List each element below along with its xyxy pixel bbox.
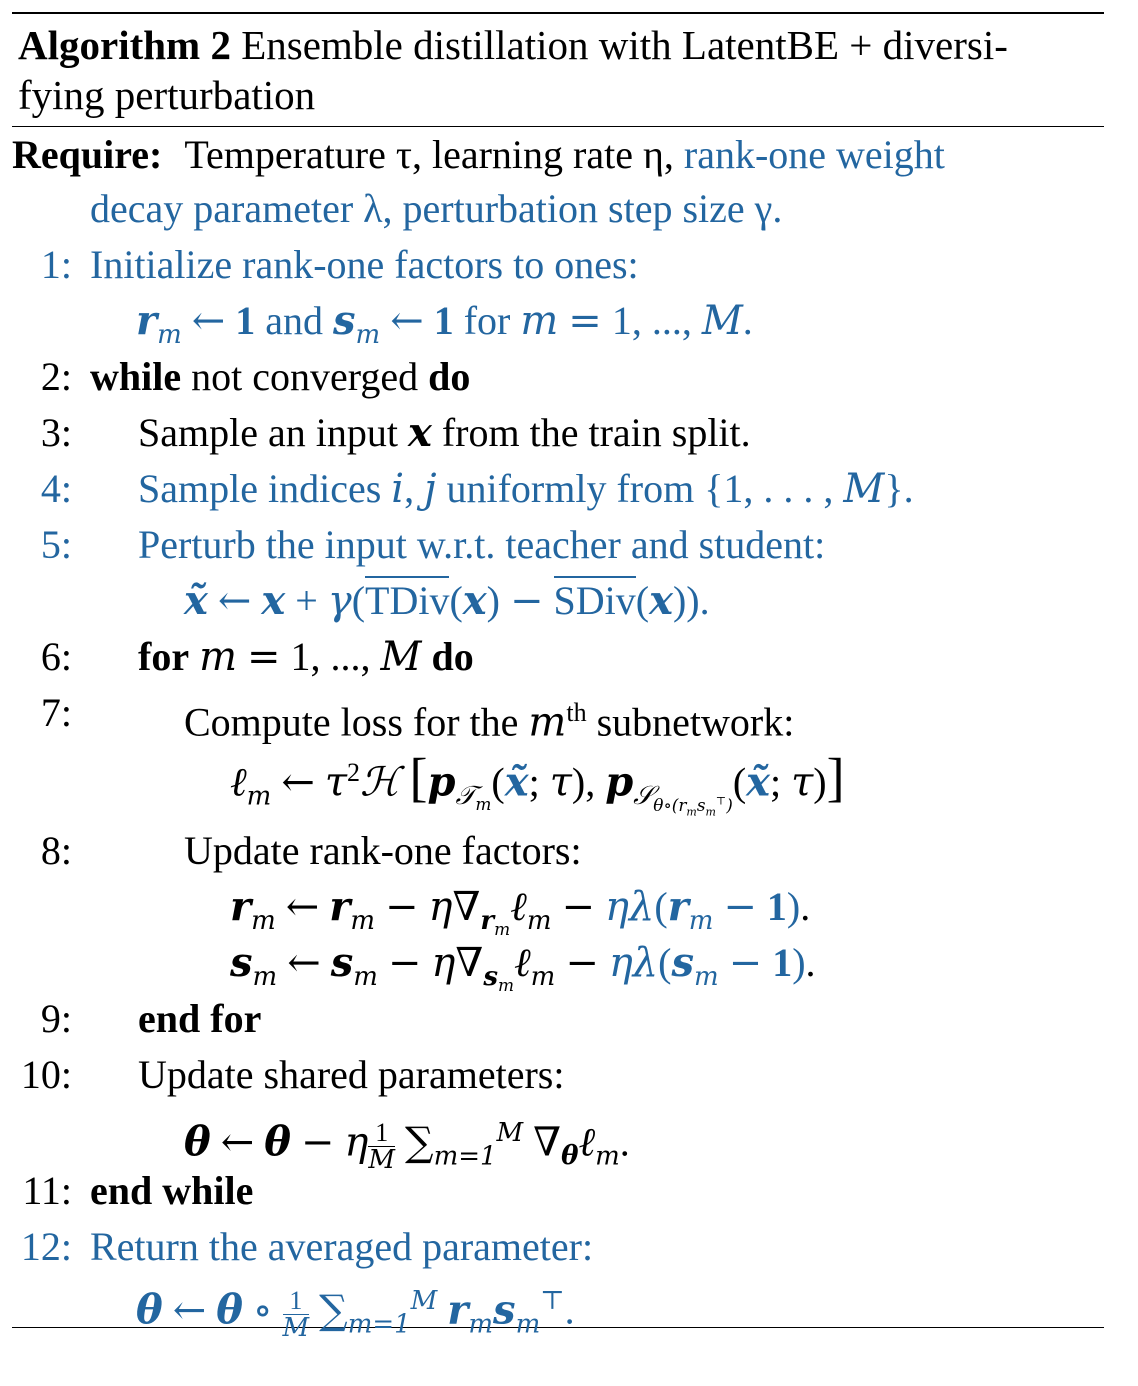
step-number: 2: bbox=[40, 354, 72, 399]
step-5-math: x̃ ← x + γ(TDiv(x) − SDiv(x)). bbox=[184, 577, 710, 624]
step-number: 7: bbox=[40, 690, 72, 735]
step-7-text: Compute loss for the $m^{th}$ subnetwork: bbox=[184, 698, 795, 746]
require-text: Temperature τ, learning rate η, bbox=[184, 132, 674, 177]
step-number: 4: bbox=[40, 466, 72, 511]
algorithm-title-2: fying perturbation bbox=[18, 72, 316, 118]
step-12-math: θ ← θ ∘ $\frac{1}{M}$ $\sum_{m=1}^M$ $r_ms_m^⊤$. bbox=[136, 1285, 575, 1343]
while-condition: not converged bbox=[191, 354, 419, 399]
step-8-math-2: $s_m$ ← $s_m$ − $\eta\nabla_{s_m}\ell_m - \eta\lambda(s_m - 1)$. bbox=[230, 939, 816, 996]
step-number: 3: bbox=[40, 410, 72, 455]
do-keyword: do bbox=[431, 634, 474, 679]
end-for-keyword: end for bbox=[138, 996, 262, 1041]
algorithm-body bbox=[12, 127, 1104, 1343]
step-number: 9: bbox=[40, 996, 72, 1041]
step-number: 11: bbox=[22, 1168, 72, 1213]
require-text-blue-2: decay parameter λ, perturbation step size γ. bbox=[90, 186, 783, 231]
step-8-text: Update rank-one factors: bbox=[184, 828, 582, 873]
require-line bbox=[12, 131, 945, 179]
require-text-blue-1: rank-one weight bbox=[683, 132, 945, 177]
step-6-text: for m = 1, ..., M do bbox=[138, 634, 474, 680]
step-number: 5: bbox=[40, 522, 72, 567]
require-keyword: Require: bbox=[12, 132, 163, 177]
step-10-math: θ ← θ − η $\frac{1}{M}$ $\sum_{m=1}^M$ $\nabla_\theta\ell_m$. bbox=[184, 1117, 630, 1175]
step-2-text bbox=[90, 353, 470, 401]
step-3-text: Sample an input x from the train split. bbox=[138, 409, 751, 456]
step-4-text: Sample indices i, j uniformly from {1, . . . , M}. bbox=[138, 466, 914, 512]
step-10-text: Update shared parameters: bbox=[138, 1052, 565, 1097]
step-number: 8: bbox=[40, 828, 72, 873]
algorithm-caption bbox=[12, 14, 1104, 126]
end-while-keyword: end while bbox=[90, 1168, 254, 1213]
step-number: 6: bbox=[40, 634, 72, 679]
algorithm-label: Algorithm 2 bbox=[18, 22, 231, 68]
step-number: 12: bbox=[20, 1224, 72, 1269]
while-keyword: while bbox=[90, 354, 182, 399]
step-8-math-1: $r_m$ ← $r_m$ − $\eta\nabla_{r_m}\ell_m - \eta\lambda(r_m - 1)$. bbox=[230, 883, 811, 940]
step-1-math: $r_m$ ← 1 and $s_m$ ← 1 for m = 1, ..., M. bbox=[136, 297, 753, 350]
step-5-text: Perturb the input w.r.t. teacher and student: bbox=[138, 522, 826, 567]
step-12-text: Return the averaged parameter: bbox=[90, 1224, 594, 1269]
do-keyword: do bbox=[428, 354, 471, 399]
algorithm-title-1: Ensemble distillation with LatentBE + diversi- bbox=[241, 22, 1008, 68]
step-1-text: Initialize rank-one factors to ones: bbox=[90, 242, 639, 287]
step-number: 10: bbox=[20, 1052, 72, 1097]
for-keyword: for bbox=[138, 634, 190, 679]
step-number: 1: bbox=[40, 242, 72, 287]
algorithm-box bbox=[12, 12, 1104, 1343]
step-7-math: ℓ$_m$ ← $\tau^2ℋ$ [$p_{𝒯_m}(x̃$; τ), $p_{𝒮_{\theta\circ(r_ms_m^⊤)}}(x̃$; τ)] bbox=[230, 747, 845, 818]
